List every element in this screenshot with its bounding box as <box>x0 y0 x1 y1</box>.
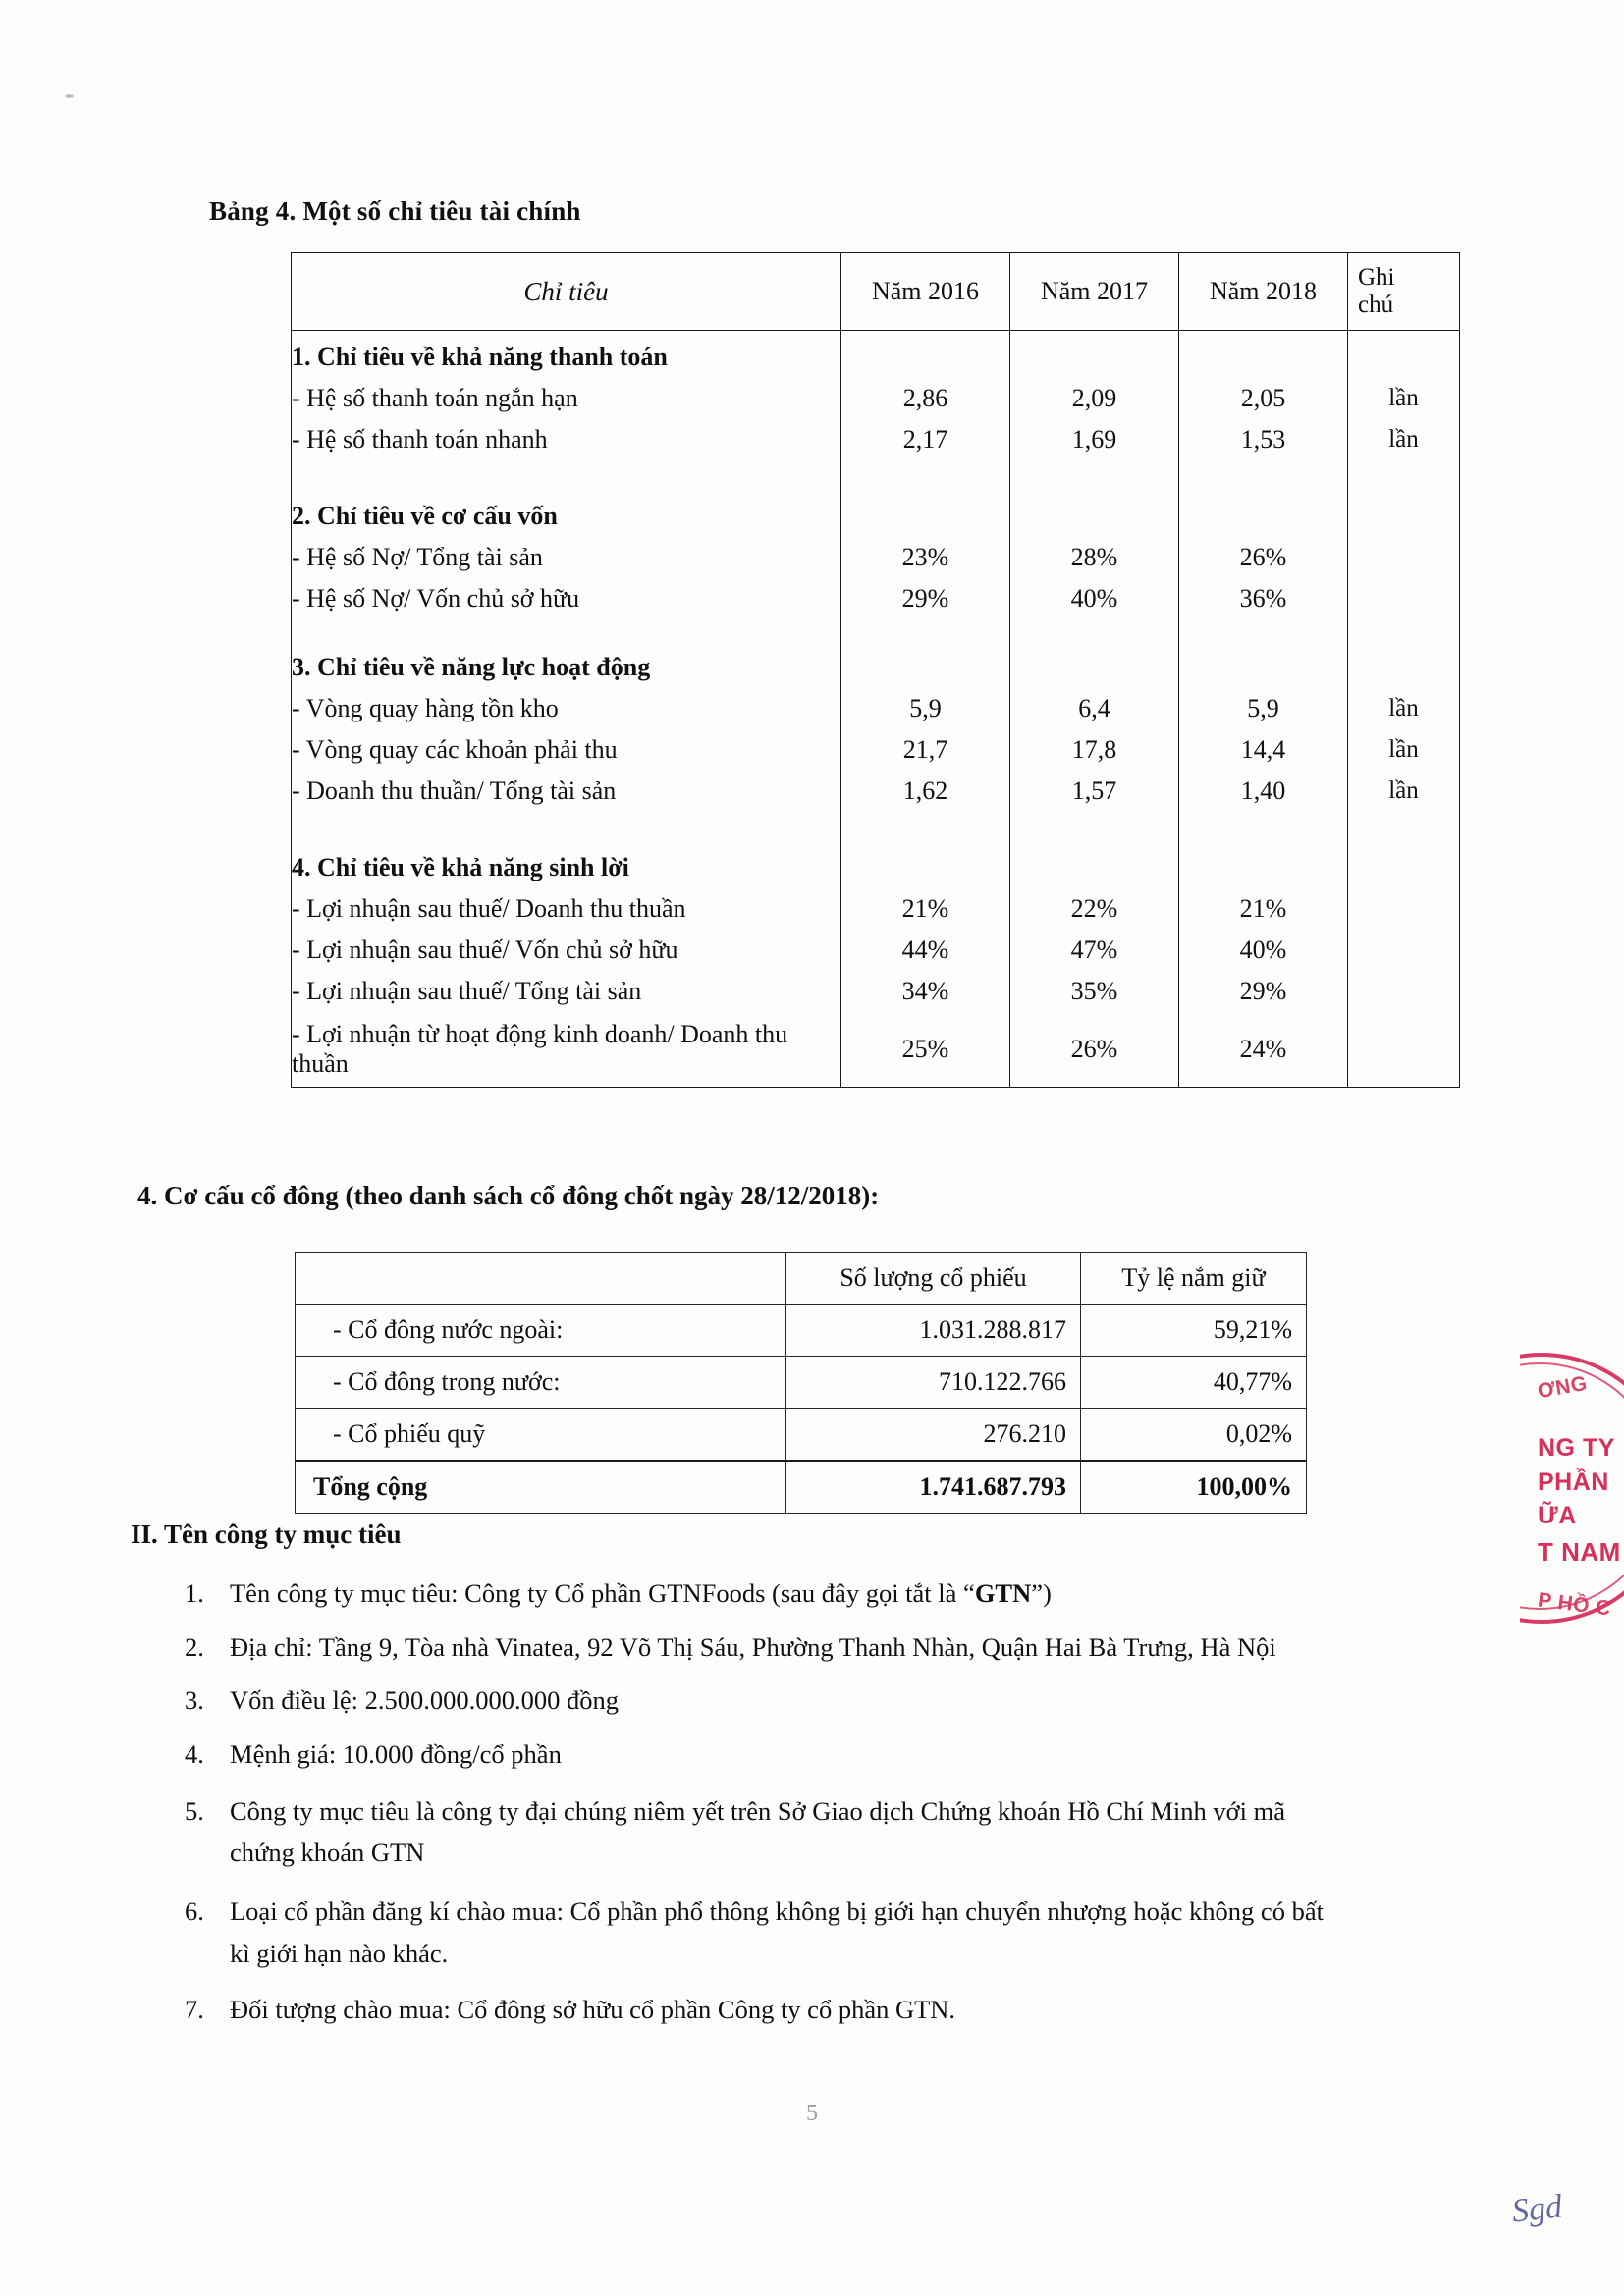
spacer <box>292 460 841 490</box>
value-2017: 35% <box>1010 971 1179 1012</box>
table-row <box>292 930 1460 971</box>
group-heading-row <box>292 331 1460 379</box>
list-item <box>185 1629 1461 1667</box>
empty-cell <box>1010 641 1179 688</box>
table-row <box>296 1409 1307 1462</box>
value-2016: 21% <box>841 888 1010 930</box>
empty-cell <box>1179 490 1348 537</box>
header-note-line2: chú <box>1358 292 1394 318</box>
value-2016: 44% <box>841 930 1010 971</box>
spacer <box>1010 460 1179 490</box>
list-item <box>185 1575 1461 1613</box>
spacer <box>292 812 841 841</box>
value-2017: 6,4 <box>1010 688 1179 729</box>
value-2018: 5,9 <box>1179 688 1348 729</box>
list-item-number: 7. <box>185 1995 204 2025</box>
table-row <box>292 729 1460 771</box>
spacer <box>841 619 1010 641</box>
list-item-number: 1. <box>185 1578 204 1608</box>
seal-text-line-5: T NAM <box>1538 1537 1621 1567</box>
header-note <box>1348 253 1460 331</box>
row-label: - Hệ số Nợ/ Tổng tài sản <box>292 537 841 578</box>
row-note: lần <box>1348 729 1460 771</box>
list-item-text: Loại cổ phần đăng kí chào mua: Cổ phần phổ thông không bị giới hạn chuyển nhượng hoặc không có bất kì giới hạn nào khác. <box>230 1896 1324 1969</box>
header-ratio: Tỷ lệ nắm giữ <box>1081 1253 1307 1305</box>
table-row <box>292 1012 1460 1088</box>
list-item-number: 5. <box>185 1795 204 1826</box>
value-2017: 1,57 <box>1010 771 1179 812</box>
value-2018: 21% <box>1179 888 1348 930</box>
value-2018: 29% <box>1179 971 1348 1012</box>
item1-text-before: Tên công ty mục tiêu: Công ty Cổ phần GTNFoods (sau đây gọi tắt là “ <box>230 1578 975 1608</box>
value-2016: 25% <box>841 1012 1010 1088</box>
value-2016: 2,17 <box>841 419 1010 460</box>
section-2-title: II. Tên công ty mục tiêu <box>131 1520 402 1549</box>
value-2016: 23% <box>841 537 1010 578</box>
value-2018: 24% <box>1179 1012 1348 1088</box>
empty-cell <box>1179 331 1348 379</box>
empty-cell <box>841 641 1010 688</box>
item1-text-after: ”) <box>1031 1578 1052 1608</box>
section-4-title: 4. Cơ cấu cổ đông (theo danh sách cổ đông chốt ngày 28/12/2018): <box>137 1181 880 1210</box>
financial-indicators-table <box>291 252 1460 1088</box>
empty-cell <box>841 841 1010 888</box>
spacer <box>1348 812 1460 841</box>
header-blank <box>296 1253 786 1305</box>
list-item-text: Đối tượng chào mua: Cổ đông sở hữu cổ phần Công ty cổ phần GTN. <box>230 1995 956 2025</box>
table-row <box>292 578 1460 619</box>
total-quantity: 1.741.687.793 <box>786 1461 1081 1514</box>
list-item-number: 2. <box>185 1631 204 1662</box>
spacer-row <box>292 812 1460 841</box>
empty-cell <box>1179 641 1348 688</box>
total-ratio: 100,00% <box>1081 1461 1307 1514</box>
header-year-2018: Năm 2018 <box>1179 253 1348 331</box>
shareholder-header-row <box>296 1253 1307 1305</box>
shareholder-label: - Cổ đông trong nước: <box>296 1357 786 1409</box>
header-year-2016: Năm 2016 <box>841 253 1010 331</box>
table-row <box>292 971 1460 1012</box>
spacer <box>1179 619 1348 641</box>
seal-outer-ring <box>1520 1353 1624 1624</box>
table-row <box>292 537 1460 578</box>
spacer <box>1010 619 1179 641</box>
value-2016: 2,86 <box>841 378 1010 419</box>
group-2-heading: 2. Chỉ tiêu về cơ cấu vốn <box>292 490 841 537</box>
company-seal-stamp <box>1520 1353 1624 1628</box>
list-item <box>185 1790 1461 1875</box>
value-2017: 2,09 <box>1010 378 1179 419</box>
group-3-heading: 3. Chỉ tiêu về năng lực hoạt động <box>292 641 841 688</box>
row-note <box>1348 537 1460 578</box>
signature-mark: Sgd <box>1510 2188 1564 2230</box>
spacer <box>1348 460 1460 490</box>
row-label: - Lợi nhuận sau thuế/ Tổng tài sản <box>292 971 841 1012</box>
row-label: - Vòng quay hàng tồn kho <box>292 688 841 729</box>
shareholder-quantity: 1.031.288.817 <box>786 1305 1081 1357</box>
shareholder-quantity: 276.210 <box>786 1409 1081 1462</box>
row-note <box>1348 1012 1460 1088</box>
list-item <box>185 1891 1461 1975</box>
value-2017: 47% <box>1010 930 1179 971</box>
header-note-line1: Ghi <box>1358 264 1395 291</box>
empty-cell <box>1348 331 1460 379</box>
empty-cell <box>1010 841 1179 888</box>
seal-text-line-4: ỮA <box>1538 1502 1577 1529</box>
value-2016: 34% <box>841 971 1010 1012</box>
value-2018: 40% <box>1179 930 1348 971</box>
spacer <box>292 619 841 641</box>
value-2018: 1,40 <box>1179 771 1348 812</box>
spacer <box>841 812 1010 841</box>
row-label: - Doanh thu thuần/ Tổng tài sản <box>292 771 841 812</box>
empty-cell <box>1348 641 1460 688</box>
table-row <box>292 771 1460 812</box>
table-row <box>296 1305 1307 1357</box>
row-label: - Hệ số Nợ/ Vốn chủ sở hữu <box>292 578 841 619</box>
value-2018: 2,05 <box>1179 378 1348 419</box>
header-quantity: Số lượng cổ phiếu <box>786 1253 1081 1305</box>
header-indicator: Chỉ tiêu <box>292 253 841 331</box>
row-label: - Hệ số thanh toán nhanh <box>292 419 841 460</box>
value-2016: 5,9 <box>841 688 1010 729</box>
value-2017: 40% <box>1010 578 1179 619</box>
value-2017: 26% <box>1010 1012 1179 1088</box>
list-item-text: Mệnh giá: 10.000 đồng/cổ phần <box>230 1738 562 1769</box>
table4-title: Bảng 4. Một số chỉ tiêu tài chính <box>209 196 581 226</box>
row-note <box>1348 578 1460 619</box>
list-item-text: Công ty mục tiêu là công ty đại chúng niêm yết trên Sở Giao dịch Chứng khoán Hồ Chí Minh với mã chứng khoán GTN <box>230 1795 1286 1868</box>
row-note: lần <box>1348 378 1460 419</box>
total-label: Tổng cộng <box>296 1461 786 1514</box>
company-info-list <box>185 1575 1461 2046</box>
table-header-row <box>292 253 1460 331</box>
value-2017: 28% <box>1010 537 1179 578</box>
value-2018: 26% <box>1179 537 1348 578</box>
spacer <box>1179 460 1348 490</box>
value-2016: 1,62 <box>841 771 1010 812</box>
row-note <box>1348 971 1460 1012</box>
page-number: 5 <box>806 2101 818 2126</box>
list-item-text: Địa chỉ: Tầng 9, Tòa nhà Vinatea, 92 Võ Thị Sáu, Phường Thanh Nhàn, Quận Hai Bà Trưng, Hà Nội <box>230 1631 1276 1662</box>
shareholder-ratio: 40,77% <box>1081 1357 1307 1409</box>
row-label: - Lợi nhuận từ hoạt động kinh doanh/ Doanh thu thuần <box>292 1012 841 1088</box>
value-2016: 29% <box>841 578 1010 619</box>
table-row <box>292 688 1460 729</box>
table-row <box>296 1357 1307 1409</box>
value-2016: 21,7 <box>841 729 1010 771</box>
empty-cell <box>1010 490 1179 537</box>
seal-text-line-2: NG TY <box>1538 1434 1615 1462</box>
list-item-number: 4. <box>185 1738 204 1769</box>
row-label: - Vòng quay các khoản phải thu <box>292 729 841 771</box>
shareholder-label: - Cổ đông nước ngoài: <box>296 1305 786 1357</box>
row-note: lần <box>1348 419 1460 460</box>
list-item <box>185 1992 1461 2029</box>
spacer <box>1348 619 1460 641</box>
list-item-number: 6. <box>185 1896 204 1927</box>
list-item-text <box>230 1575 1349 1613</box>
list-item <box>185 1736 1461 1774</box>
list-item-number: 3. <box>185 1685 204 1716</box>
seal-text-line-1: ƠNG <box>1536 1371 1590 1404</box>
seal-inner-ring <box>1520 1362 1624 1610</box>
empty-cell <box>841 490 1010 537</box>
value-2017: 1,69 <box>1010 419 1179 460</box>
row-label: - Lợi nhuận sau thuế/ Vốn chủ sở hữu <box>292 930 841 971</box>
shareholder-structure-table <box>295 1252 1307 1514</box>
value-2018: 14,4 <box>1179 729 1348 771</box>
shareholder-quantity: 710.122.766 <box>786 1357 1081 1409</box>
group-1-heading: 1. Chỉ tiêu về khả năng thanh toán <box>292 331 841 379</box>
table-row <box>292 888 1460 930</box>
value-2018: 36% <box>1179 578 1348 619</box>
shareholder-ratio: 59,21% <box>1081 1305 1307 1357</box>
empty-cell <box>1348 841 1460 888</box>
group-heading-row <box>292 841 1460 888</box>
group-heading-row <box>292 641 1460 688</box>
item1-bold-gtn: GTN <box>974 1578 1032 1608</box>
seal-text-line-6: P HỒ C <box>1536 1588 1613 1621</box>
empty-cell <box>1348 490 1460 537</box>
shareholder-total-row <box>296 1461 1307 1514</box>
list-item-text: Vốn điều lệ: 2.500.000.000.000 đồng <box>230 1685 619 1716</box>
spacer <box>841 460 1010 490</box>
empty-cell <box>1010 331 1179 379</box>
row-note: lần <box>1348 771 1460 812</box>
list-item <box>185 1682 1461 1720</box>
spacer <box>1179 812 1348 841</box>
value-2017: 22% <box>1010 888 1179 930</box>
row-label: - Lợi nhuận sau thuế/ Doanh thu thuần <box>292 888 841 930</box>
header-year-2017: Năm 2017 <box>1010 253 1179 331</box>
scan-speck <box>65 94 74 98</box>
row-note: lần <box>1348 688 1460 729</box>
empty-cell <box>1179 841 1348 888</box>
value-2018: 1,53 <box>1179 419 1348 460</box>
group-heading-row <box>292 490 1460 537</box>
empty-cell <box>841 331 1010 379</box>
spacer-row <box>292 619 1460 641</box>
spacer-row <box>292 460 1460 490</box>
table-row <box>292 419 1460 460</box>
row-note <box>1348 888 1460 930</box>
row-note <box>1348 930 1460 971</box>
shareholder-label: - Cổ phiếu quỹ <box>296 1409 786 1462</box>
row-label: - Hệ số thanh toán ngắn hạn <box>292 378 841 419</box>
spacer <box>1010 812 1179 841</box>
value-2017: 17,8 <box>1010 729 1179 771</box>
group-4-heading: 4. Chỉ tiêu về khả năng sinh lời <box>292 841 841 888</box>
shareholder-ratio: 0,02% <box>1081 1409 1307 1462</box>
seal-text-line-3: PHẦN <box>1538 1468 1609 1496</box>
table-row <box>292 378 1460 419</box>
